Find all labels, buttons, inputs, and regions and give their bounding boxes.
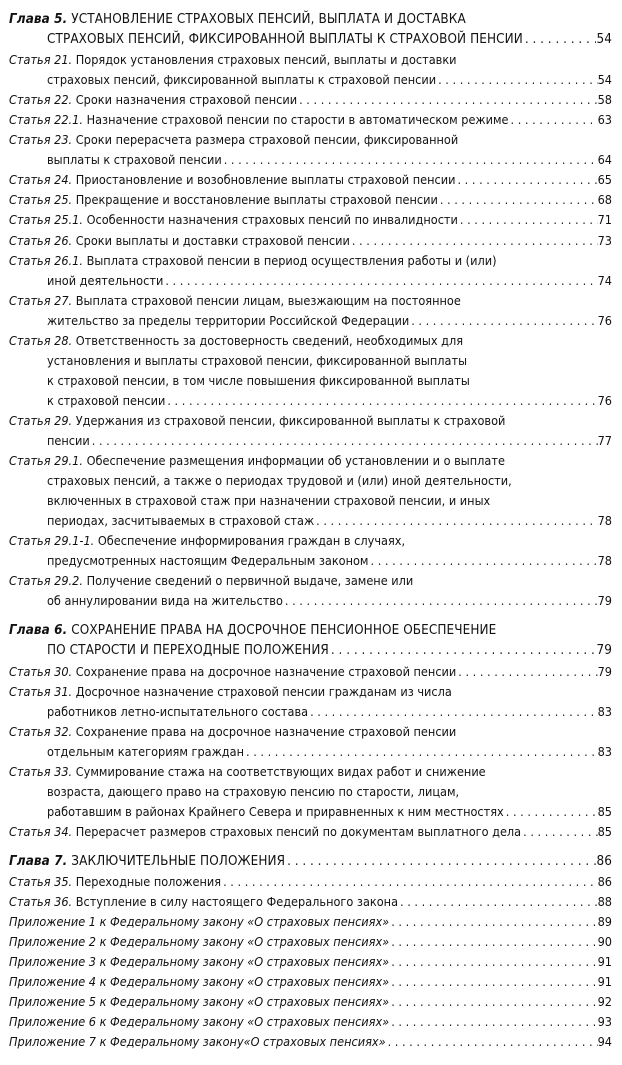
toc-title-text: Обеспечение размещения информации об установлении и о выплате: [86, 453, 505, 469]
page-number: 64: [597, 152, 612, 168]
toc-article[interactable]: [9, 130, 612, 170]
dot-leader: [221, 872, 597, 892]
toc-appendix[interactable]: [9, 912, 612, 932]
toc-title-text: Сохранение права на досрочное назначение страховой пенсии: [75, 723, 457, 739]
toc-article[interactable]: [9, 50, 612, 90]
toc-appendix[interactable]: [9, 1012, 612, 1032]
dot-leader: [389, 952, 597, 972]
toc-line: [9, 782, 612, 802]
toc-line: [9, 491, 612, 511]
dot-leader: [350, 231, 598, 251]
toc-title-text: Переходные положения: [75, 873, 222, 889]
page-number: 58: [597, 92, 612, 108]
toc-line: [9, 662, 612, 682]
page-number: 83: [597, 743, 612, 759]
toc-title-text: Получение сведений о первичной выдаче, замене или: [86, 573, 414, 589]
toc-label: Статья 27.: [9, 292, 73, 308]
toc-label: Статья 31.: [9, 683, 73, 699]
toc-line: [9, 331, 612, 351]
toc-title-text: Вступление в силу настоящего Федерального закона: [75, 894, 399, 910]
toc-title-text: страховых пенсий, а также о периодах трудовой и (или) иной деятельности,: [47, 473, 512, 489]
toc-title-text: Порядок установления страховых пенсий, выплаты и доставки: [75, 52, 457, 68]
page-number: 85: [597, 823, 612, 839]
toc-title-text: к страховой пенсии, в том числе повышения фиксированной выплаты: [47, 372, 470, 388]
toc-line: [9, 742, 612, 762]
page-number: 76: [597, 312, 612, 328]
toc-line: [9, 371, 612, 391]
toc-appendix[interactable]: [9, 1032, 612, 1052]
dot-leader: [308, 702, 598, 722]
toc-title-text: работавшим в районах Крайнего Севера и приравненных к ним местностях: [47, 803, 504, 819]
page-number: 78: [597, 513, 612, 529]
toc-title-text: Прекращение и восстановление выплаты страховой пенсии: [75, 192, 438, 208]
page-number: 91: [597, 974, 612, 990]
page-number: 86: [597, 873, 612, 889]
toc-title-text: жительство за пределы территории Российской Федерации: [47, 312, 410, 328]
toc-label: Статья 32.: [9, 723, 73, 739]
toc-title-text: Сохранение права на досрочное назначение страховой пенсии: [75, 663, 457, 679]
toc-article[interactable]: [9, 190, 612, 210]
dot-leader: [163, 271, 597, 291]
page-number: 90: [597, 934, 612, 950]
toc-article[interactable]: [9, 682, 612, 722]
toc-line: [9, 251, 612, 271]
dot-leader: [297, 90, 597, 110]
toc-line: [9, 621, 612, 641]
toc-line: [9, 451, 612, 471]
toc-line: [9, 551, 612, 571]
toc-article[interactable]: [9, 210, 612, 230]
page-number: 71: [597, 212, 612, 228]
toc-article[interactable]: [9, 231, 612, 251]
toc-label: Статья 29.2.: [9, 573, 83, 589]
toc-title-text: иной деятельности: [47, 272, 164, 288]
page-number: 85: [597, 803, 612, 819]
toc-title-text: ЗАКЛЮЧИТЕЛЬНЫЕ ПОЛОЖЕНИЯ: [71, 853, 286, 869]
toc-title-text: СТРАХОВЫХ ПЕНСИЙ, ФИКСИРОВАННОЙ ВЫПЛАТЫ К СТРАХОВОЙ ПЕНСИИ: [47, 32, 523, 48]
toc-line: [9, 231, 612, 251]
toc-article[interactable]: [9, 251, 612, 291]
toc-line: [9, 311, 612, 331]
toc-label: Статья 21.: [9, 52, 73, 68]
page-number: 79: [597, 593, 612, 609]
page-number: 93: [597, 1014, 612, 1030]
dot-leader: [504, 802, 598, 822]
toc-article[interactable]: [9, 872, 612, 892]
toc-label: Статья 35.: [9, 873, 73, 889]
toc-title-text: предусмотренных настоящим Федеральным законом: [47, 553, 369, 569]
toc-line: [9, 571, 612, 591]
toc-title-text: Назначение страховой пенсии по старости в автоматическом режиме: [86, 112, 509, 128]
toc-line: [9, 291, 612, 311]
toc-label: Статья 29.: [9, 412, 73, 428]
toc-title-text: Сроки выплаты и доставки страховой пенсии: [75, 232, 350, 248]
toc-title-text: Особенности назначения страховых пенсий по инвалидности: [86, 212, 458, 228]
toc-article[interactable]: [9, 762, 612, 822]
toc-article[interactable]: [9, 722, 612, 762]
toc-title-text: Обеспечение информирования граждан в случаях,: [97, 533, 406, 549]
toc-line: [9, 1032, 612, 1052]
dot-leader: [244, 742, 598, 762]
page-number: 79: [596, 643, 612, 659]
toc-label: Статья 25.1.: [9, 212, 83, 228]
toc-line: [9, 952, 612, 972]
toc-label: Приложение 2 к Федеральному закону «О страховых пенсиях»: [9, 934, 390, 950]
toc-line: [9, 972, 612, 992]
toc-label: Статья 30.: [9, 663, 73, 679]
dot-leader: [438, 190, 598, 210]
toc-chapter[interactable]: [9, 621, 612, 661]
page-number: 94: [597, 1034, 612, 1050]
toc-label: Приложение 6 к Федеральному закону «О страховых пенсиях»: [9, 1014, 390, 1030]
toc-line: [9, 852, 612, 872]
toc-line: [9, 872, 612, 892]
toc-article[interactable]: [9, 90, 612, 110]
toc-title-text: Перерасчет размеров страховых пенсий по документам выплатного дела: [75, 823, 522, 839]
dot-leader: [521, 822, 597, 842]
toc-label: Статья 22.1.: [9, 112, 83, 128]
toc-title-text: включенных в страховой стаж при назначении страховой пенсии, и иных: [47, 493, 491, 509]
toc-line: [9, 1012, 612, 1032]
dot-leader: [283, 591, 598, 611]
dot-leader: [386, 1032, 598, 1052]
toc-article[interactable]: [9, 571, 612, 611]
dot-leader: [389, 992, 597, 1012]
toc-article[interactable]: [9, 331, 612, 411]
page-number: 86: [596, 853, 612, 869]
dot-leader: [455, 170, 597, 190]
toc-line: [9, 391, 612, 411]
dot-leader: [90, 431, 598, 451]
toc-title-text: отдельным категориям граждан: [47, 743, 244, 759]
page-number: 83: [597, 703, 612, 719]
toc-appendix[interactable]: [9, 952, 612, 972]
dot-leader: [389, 972, 597, 992]
toc-line: [9, 992, 612, 1012]
toc-article[interactable]: [9, 892, 612, 912]
toc-title-text: выплаты к страховой пенсии: [47, 152, 222, 168]
toc-label: Статья 26.1.: [9, 252, 83, 268]
page-number: 92: [597, 994, 612, 1010]
page-number: 73: [597, 232, 612, 248]
toc-line: [9, 351, 612, 371]
dot-leader: [314, 511, 597, 531]
toc-title-text: работников летно-испытательного состава: [47, 703, 309, 719]
page-number: 77: [597, 432, 612, 448]
dot-leader: [523, 30, 597, 50]
toc-line: [9, 50, 612, 70]
toc-line: [9, 411, 612, 431]
toc-label: Статья 36.: [9, 894, 73, 910]
toc-article[interactable]: [9, 291, 612, 331]
toc-title-text: страховых пенсий, фиксированной выплаты к страховой пенсии: [47, 72, 437, 88]
dot-leader: [389, 1012, 597, 1032]
toc-line: [9, 511, 612, 531]
toc-title-text: Суммирование стажа на соответствующих видах работ и снижение: [75, 763, 486, 779]
toc-title-text: установления и выплаты страховой пенсии, фиксированной выплаты: [47, 352, 468, 368]
toc-chapter[interactable]: [9, 10, 612, 50]
page-number: 78: [597, 553, 612, 569]
toc-label: Глава 5.: [9, 12, 68, 27]
toc-line: [9, 641, 612, 661]
toc-line: [9, 822, 612, 842]
dot-leader: [398, 892, 598, 912]
toc-line: [9, 762, 612, 782]
toc-title-text: Сроки перерасчета размера страховой пенсии, фиксированной: [75, 132, 459, 148]
toc-line: [9, 892, 612, 912]
toc-line: [9, 682, 612, 702]
toc-line: [9, 70, 612, 90]
toc-article[interactable]: [9, 110, 612, 130]
toc-label: Статья 29.1-1.: [9, 533, 95, 549]
toc-article[interactable]: [9, 170, 612, 190]
toc-title-text: УСТАНОВЛЕНИЕ СТРАХОВЫХ ПЕНСИЙ, ВЫПЛАТА И ДОСТАВКА: [71, 12, 466, 27]
toc-line: [9, 10, 612, 30]
toc-label: Глава 7.: [9, 853, 68, 869]
page-number: 54: [597, 72, 612, 88]
toc-label: Приложение 4 к Федеральному закону «О страховых пенсиях»: [9, 974, 390, 990]
toc-line: [9, 531, 612, 551]
toc-line: [9, 912, 612, 932]
toc-label: Статья 22.: [9, 92, 73, 108]
toc-title-text: Выплата страховой пенсии в период осуществления работы и (или): [86, 252, 497, 268]
toc-article[interactable]: [9, 531, 612, 571]
toc-line: [9, 170, 612, 190]
toc-label: Приложение 7 к Федеральному закону«О страховых пенсиях»: [9, 1034, 386, 1050]
dot-leader: [389, 932, 597, 952]
toc-title-text: к страховой пенсии: [47, 392, 166, 408]
toc-line: [9, 110, 612, 130]
toc-line: [9, 90, 612, 110]
toc-label: Статья 34.: [9, 823, 73, 839]
toc-appendix[interactable]: [9, 992, 612, 1012]
dot-leader: [436, 70, 597, 90]
toc-line: [9, 591, 612, 611]
toc-line: [9, 190, 612, 210]
dot-leader: [329, 641, 597, 661]
dot-leader: [456, 662, 597, 682]
toc-label: Приложение 3 к Федеральному закону «О страховых пенсиях»: [9, 954, 390, 970]
toc-title-text: Сроки назначения страховой пенсии: [75, 92, 298, 108]
toc-line: [9, 722, 612, 742]
toc-label: Статья 23.: [9, 132, 73, 148]
toc-line: [9, 702, 612, 722]
toc-title-text: пенсии: [47, 432, 90, 448]
dot-leader: [509, 110, 598, 130]
page-number: 68: [597, 192, 612, 208]
dot-leader: [409, 311, 597, 331]
toc-line: [9, 932, 612, 952]
toc-title-text: об аннулировании вида на жительство: [47, 593, 283, 609]
toc-article[interactable]: [9, 662, 612, 682]
toc-title-text: СОХРАНЕНИЕ ПРАВА НА ДОСРОЧНОЕ ПЕНСИОННОЕ ОБЕСПЕЧЕНИЕ: [71, 623, 497, 639]
toc-line: [9, 271, 612, 291]
toc-line: [9, 150, 612, 170]
page-number: 76: [597, 392, 612, 408]
toc-label: Статья 33.: [9, 763, 73, 779]
toc-title-text: Удержания из страховой пенсии, фиксированной выплаты к страховой: [75, 412, 506, 428]
page-number: 89: [597, 914, 612, 930]
toc-title-text: Выплата страховой пенсии лицам, выезжающим на постоянное: [75, 292, 461, 308]
toc-appendix[interactable]: [9, 972, 612, 992]
toc-article[interactable]: [9, 411, 612, 451]
toc-label: Статья 28.: [9, 332, 73, 348]
toc-line: [9, 802, 612, 822]
toc-label: Приложение 1 к Федеральному закону «О страховых пенсиях»: [9, 914, 390, 930]
toc-title-text: Досрочное назначение страховой пенсии гражданам из числа: [75, 683, 452, 699]
dot-leader: [458, 210, 598, 230]
toc-line: [9, 130, 612, 150]
toc-title-text: периодах, засчитываемых в страховой стаж: [47, 513, 315, 529]
toc-title-text: возраста, дающего право на страховую пенсию по старости, лицам,: [47, 783, 460, 799]
toc-article[interactable]: [9, 451, 612, 531]
toc-label: Статья 24.: [9, 172, 73, 188]
toc-line: [9, 471, 612, 491]
dot-leader: [369, 551, 598, 571]
toc-label: Статья 29.1.: [9, 453, 83, 469]
toc-appendix[interactable]: [9, 932, 612, 952]
toc-label: Глава 6.: [9, 623, 68, 639]
toc-title-text: Приостановление и возобновление выплаты страховой пенсии: [75, 172, 456, 188]
toc-title-text: ПО СТАРОСТИ И ПЕРЕХОДНЫЕ ПОЛОЖЕНИЯ: [47, 643, 329, 659]
page-number: 63: [597, 112, 612, 128]
toc-title-text: Ответственность за достоверность сведений, необходимых для: [75, 332, 464, 348]
dot-leader: [165, 391, 597, 411]
toc-chapter[interactable]: [9, 852, 612, 872]
toc-label: Статья 25.: [9, 192, 73, 208]
page-number: 91: [597, 954, 612, 970]
toc-label: Приложение 5 к Федеральному закону «О страховых пенсиях»: [9, 994, 390, 1010]
toc-line: [9, 30, 612, 50]
toc-label: Статья 26.: [9, 232, 73, 248]
page-number: 79: [597, 663, 612, 679]
page-number: 54: [596, 32, 612, 48]
page-number: 88: [597, 894, 612, 910]
dot-leader: [285, 852, 596, 872]
dot-leader: [222, 150, 598, 170]
page-number: 65: [597, 172, 612, 188]
dot-leader: [389, 912, 597, 932]
section-gap: [9, 842, 612, 852]
toc-line: [9, 210, 612, 230]
page-number: 74: [597, 272, 612, 288]
section-gap: [9, 611, 612, 621]
toc-line: [9, 431, 612, 451]
toc-article[interactable]: [9, 822, 612, 842]
